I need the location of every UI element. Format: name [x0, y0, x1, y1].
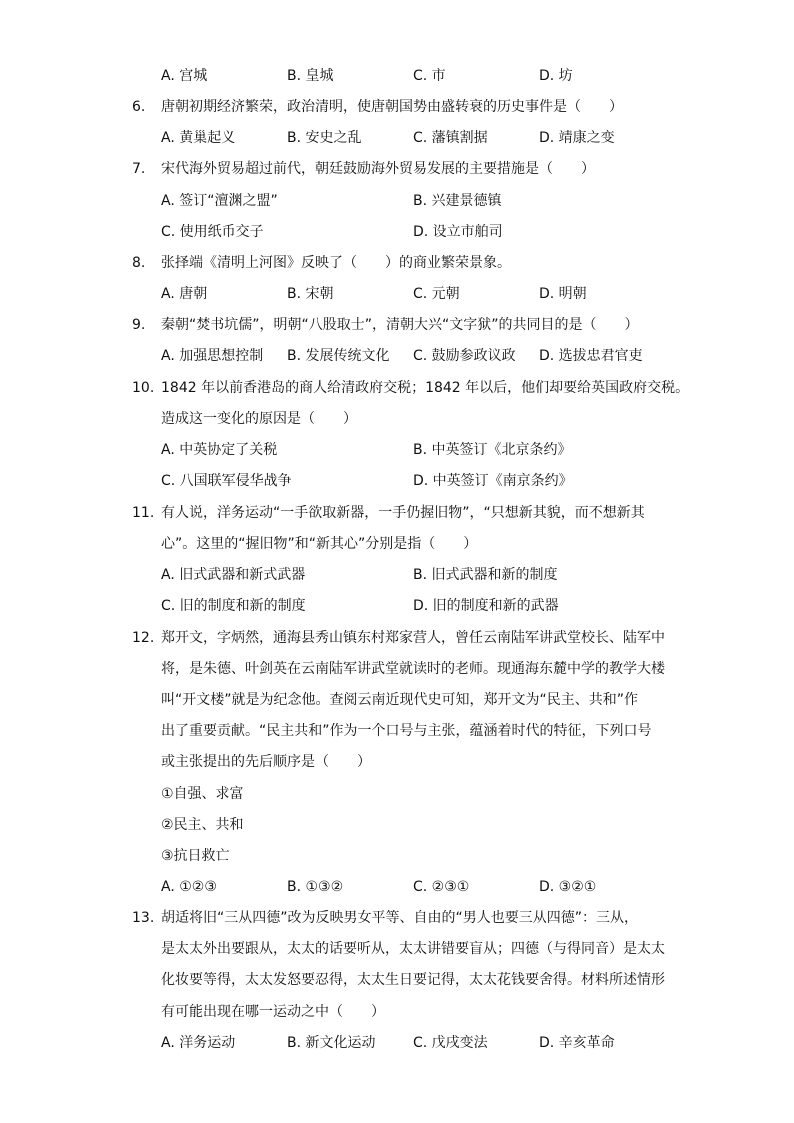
list-item: ③抗日救亡	[161, 848, 230, 864]
question-8-stem	[0, 252, 794, 274]
option-b: B. 旧式武器和新的制度	[413, 567, 558, 583]
option-c: C. 藩镇割据	[413, 130, 488, 146]
option-c: C. 元朝	[413, 286, 460, 302]
question-text: 1842 年以前香港岛的商人给清政府交税；1842 年以后，他们却要给英国政府交税。	[161, 380, 690, 396]
question-number: 7.	[132, 161, 146, 177]
option-c: C. 戊戌变法	[413, 1035, 488, 1051]
question-12-item	[0, 814, 794, 836]
question-12-stem-line	[0, 751, 794, 773]
question-number: 6.	[132, 99, 146, 115]
question-12-stem-line	[0, 658, 794, 680]
question-text: 造成这一变化的原因是（ ）	[161, 411, 357, 427]
option-c: C. 旧的制度和新的制度	[161, 598, 306, 614]
question-text: 心”。这里的“握旧物”和“新其心”分别是指（ ）	[161, 536, 478, 552]
list-item: ②民主、共和	[161, 817, 244, 833]
question-11-stem-line	[0, 533, 794, 555]
option-d: D. 明朝	[539, 286, 587, 302]
option-b: B. 皇城	[287, 68, 334, 84]
option-b: B. 宋朝	[287, 286, 334, 302]
option-a: A. 唐朝	[161, 286, 208, 302]
question-12-stem-line	[0, 689, 794, 711]
question-text: 将，是朱德、叶剑英在云南陆军讲武堂就读时的老师。现通海东麓中学的教学大楼	[161, 661, 665, 677]
question-13-stem	[0, 907, 794, 929]
option-d: D. 坊	[539, 68, 573, 84]
option-b: B. 中英签订《北京条约》	[413, 442, 572, 458]
option-a: A. ①②③	[161, 879, 217, 895]
question-12-item	[0, 783, 794, 805]
question-13-stem-line	[0, 1001, 794, 1023]
option-a: A. 旧式武器和新式武器	[161, 567, 306, 583]
question-text: 胡适将旧“三从四德”改为反映男女平等、自由的“男人也要三从四德”：三从，	[161, 910, 639, 926]
question-6-stem	[0, 96, 794, 118]
question-12-item	[0, 845, 794, 867]
question-text: 宋代海外贸易超过前代，朝廷鼓励海外贸易发展的主要措施是（ ）	[161, 161, 595, 177]
question-9-stem	[0, 314, 794, 336]
options-row	[0, 564, 794, 586]
question-13-stem-line	[0, 938, 794, 960]
question-number: 13.	[132, 910, 155, 926]
question-10-stem-line	[0, 408, 794, 430]
question-text: 化妆要等得，太太发怒要忍得，太太生日要记得，太太花钱要舍得。材料所述情形	[161, 972, 665, 988]
option-d: D. 选拔忠君官吏	[539, 348, 643, 364]
question-number: 9.	[132, 317, 146, 333]
question-number: 10.	[132, 380, 155, 396]
option-c: C. 鼓励参政议政	[413, 348, 516, 364]
option-c: C. ②③①	[413, 879, 470, 895]
question-12-stem	[0, 627, 794, 649]
question-11-stem	[0, 502, 794, 524]
question-7-stem	[0, 158, 794, 180]
option-b: B. 发展传统文化	[287, 348, 390, 364]
question-number: 12.	[132, 630, 155, 646]
options-row	[0, 127, 794, 149]
question-text: 郑开文，字炳然，通海县秀山镇东村郑家营人，曾任云南陆军讲武堂校长、陆军中	[161, 630, 665, 646]
question-text: 或主张提出的先后顺序是（ ）	[161, 754, 371, 770]
option-b: B. 兴建景德镇	[413, 193, 502, 209]
options-row	[0, 595, 794, 617]
option-c: C. 市	[413, 68, 446, 84]
question-text: 叫“开文楼”就是为纪念他。查阅云南近现代史可知，郑开文为“民主、共和”作	[161, 692, 639, 708]
option-d: D. 辛亥革命	[539, 1035, 615, 1051]
options-row	[0, 65, 794, 87]
question-13-stem-line	[0, 969, 794, 991]
option-a: A. 黄巢起义	[161, 130, 236, 146]
question-number: 8.	[132, 255, 146, 271]
question-text: 张择端《清明上河图》反映了（ ）的商业繁荣景象。	[161, 255, 511, 271]
option-a: A. 加强思想控制	[161, 348, 264, 364]
question-12-stem-line	[0, 720, 794, 742]
option-d: D. 旧的制度和新的武器	[413, 598, 559, 614]
option-d: D. 设立市舶司	[413, 224, 503, 240]
option-d: D. 中英签订《南京条约》	[413, 473, 573, 489]
question-10-stem	[0, 377, 794, 399]
options-row	[0, 470, 794, 492]
option-a: A. 签订“澶渊之盟”	[161, 193, 278, 209]
list-item: ①自强、求富	[161, 786, 244, 802]
option-c: C. 使用纸币交子	[161, 224, 264, 240]
option-a: A. 中英协定了关税	[161, 442, 278, 458]
options-row	[0, 876, 794, 898]
question-text: 有人说，洋务运动“一手欲取新器，一手仍握旧物”，“只想新其貌，而不想新其	[161, 505, 645, 521]
option-b: B. 新文化运动	[287, 1035, 376, 1051]
options-row	[0, 345, 794, 367]
option-a: A. 宫城	[161, 68, 208, 84]
question-number: 11.	[132, 505, 155, 521]
options-row	[0, 221, 794, 243]
options-row	[0, 1032, 794, 1054]
question-text: 是太太外出要跟从，太太的话要听从，太太讲错要盲从；四德（与得同音）是太太	[161, 941, 665, 957]
options-row	[0, 439, 794, 461]
option-a: A. 洋务运动	[161, 1035, 236, 1051]
option-c: C. 八国联军侵华战争	[161, 473, 292, 489]
options-row	[0, 190, 794, 212]
option-b: B. ①③②	[287, 879, 344, 895]
option-d: D. 靖康之变	[539, 130, 615, 146]
options-row	[0, 283, 794, 305]
option-d: D. ③②①	[539, 879, 597, 895]
question-text: 出了重要贡献。“民主共和”作为一个口号与主张，蕴涵着时代的特征，下列口号	[161, 723, 652, 739]
question-text: 秦朝“焚书坑儒”，明朝“八股取士”，清朝大兴“文字狱”的共同目的是（ ）	[161, 317, 639, 333]
option-b: B. 安史之乱	[287, 130, 362, 146]
question-text: 唐朝初期经济繁荣，政治清明，使唐朝国势由盛转衰的历史事件是（ ）	[161, 99, 623, 115]
question-text: 有可能出现在哪一运动之中（ ）	[161, 1004, 385, 1020]
